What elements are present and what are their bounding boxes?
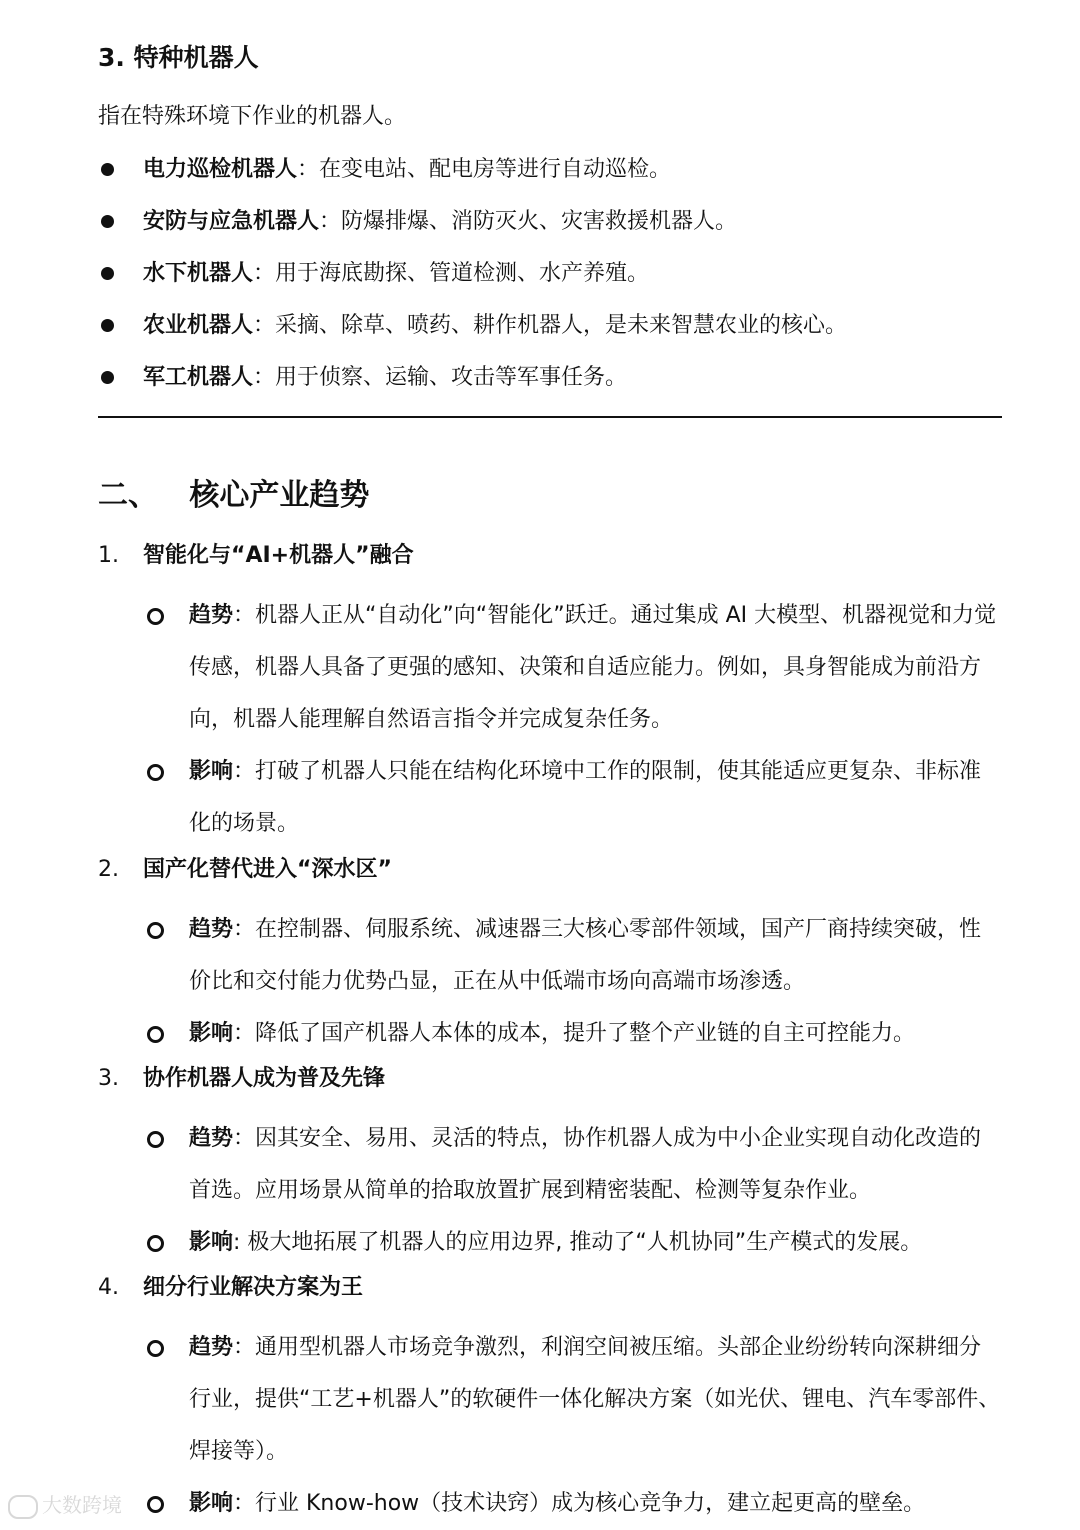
list-item: 农业机器人：采摘、除草、喷药、耕作机器人，是未来智慧农业的核心。 bbox=[98, 308, 1008, 360]
hollow-bullet-icon bbox=[147, 1235, 164, 1252]
trend-paragraph: 趋势：机器人正从“自动化”向“智能化”跃迁。通过集成 AI 大模型、机器视觉和力觉传感，机器人具备了更强的感知、决策和自适应能力。例如，具身智能成为前沿方向，机器人能理解自然语言指令并完成复杂任务。 bbox=[98, 590, 1008, 746]
list-item: 安防与应急机器人：防爆排爆、消防灭火、灾害救援机器人。 bbox=[98, 204, 1008, 256]
trend-title bbox=[98, 1061, 1008, 1113]
list-item: 军工机器人：用于侦察、运输、攻击等军事任务。 bbox=[98, 360, 1008, 412]
hollow-bullet-icon bbox=[147, 922, 164, 939]
chapter-heading-core-trends: 二、 核心产业趋势 bbox=[98, 478, 370, 513]
trend-number: 1. bbox=[98, 543, 119, 568]
impact-paragraph: 影响：降低了国产机器人本体的成本，提升了整个产业链的自主可控能力。 bbox=[98, 1008, 1008, 1060]
bullet-dot-icon bbox=[101, 267, 114, 280]
section-intro: 指在特殊环境下作业的机器人。 bbox=[98, 104, 407, 129]
trend-title bbox=[98, 852, 1008, 904]
trend-block-1 bbox=[98, 538, 1008, 850]
trend-paragraph: 趋势：在控制器、伺服系统、减速器三大核心零部件领域，国产厂商持续突破，性价比和交付能力优势凸显，正在从中低端市场向高端市场渗透。 bbox=[98, 904, 1008, 1008]
special-robot-list bbox=[98, 152, 1008, 412]
bullet-dot-icon bbox=[101, 215, 114, 228]
hollow-bullet-icon bbox=[147, 1026, 164, 1043]
trend-title bbox=[98, 1270, 1008, 1322]
hollow-bullet-icon bbox=[147, 764, 164, 781]
trend-number: 3. bbox=[98, 1066, 119, 1091]
impact-paragraph: 影响: 极大地拓展了机器人的应用边界, 推动了“人机协同”生产模式的发展。 bbox=[98, 1217, 1008, 1269]
trend-number: 4. bbox=[98, 1275, 119, 1300]
trend-block-2 bbox=[98, 852, 1008, 1060]
trend-number: 2. bbox=[98, 857, 119, 882]
horizontal-divider bbox=[98, 416, 1002, 418]
section-heading-special-robots: 3. 特种机器人 bbox=[98, 43, 259, 72]
hollow-bullet-icon bbox=[147, 1496, 164, 1513]
list-item: 电力巡检机器人：在变电站、配电房等进行自动巡检。 bbox=[98, 152, 1008, 204]
trend-title bbox=[98, 538, 1008, 590]
impact-paragraph: 影响：行业 Know-how（技术诀窍）成为核心竞争力，建立起更高的壁垒。 bbox=[98, 1478, 1008, 1530]
trend-paragraph: 趋势：通用型机器人市场竞争激烈，利润空间被压缩。头部企业纷纷转向深耕细分行业，提供“工艺+机器人”的软硬件一体化解决方案（如光伏、锂电、汽车零部件、焊接等）。 bbox=[98, 1322, 1008, 1478]
trend-heading: 智能化与“AI+机器人”融合 bbox=[143, 543, 414, 568]
trend-heading: 细分行业解决方案为王 bbox=[143, 1275, 364, 1300]
hollow-bullet-icon bbox=[147, 1131, 164, 1148]
trend-block-4 bbox=[98, 1270, 1008, 1530]
trend-block-3 bbox=[98, 1061, 1008, 1269]
impact-paragraph: 影响：打破了机器人只能在结构化环境中工作的限制，使其能适应更复杂、非标准化的场景。 bbox=[98, 746, 1008, 850]
list-item: 水下机器人：用于海底勘探、管道检测、水产养殖。 bbox=[98, 256, 1008, 308]
watermark: 大数跨境 bbox=[8, 1490, 122, 1520]
hollow-bullet-icon bbox=[147, 608, 164, 625]
bullet-dot-icon bbox=[101, 371, 114, 384]
weibo-logo-icon bbox=[8, 1495, 38, 1519]
bullet-dot-icon bbox=[101, 163, 114, 176]
trend-paragraph: 趋势：因其安全、易用、灵活的特点，协作机器人成为中小企业实现自动化改造的首选。应用场景从简单的拾取放置扩展到精密装配、检测等复杂作业。 bbox=[98, 1113, 1008, 1217]
bullet-dot-icon bbox=[101, 319, 114, 332]
trend-heading: 协作机器人成为普及先锋 bbox=[143, 1066, 386, 1091]
trend-heading: 国产化替代进入“深水区” bbox=[143, 857, 392, 882]
hollow-bullet-icon bbox=[147, 1340, 164, 1357]
